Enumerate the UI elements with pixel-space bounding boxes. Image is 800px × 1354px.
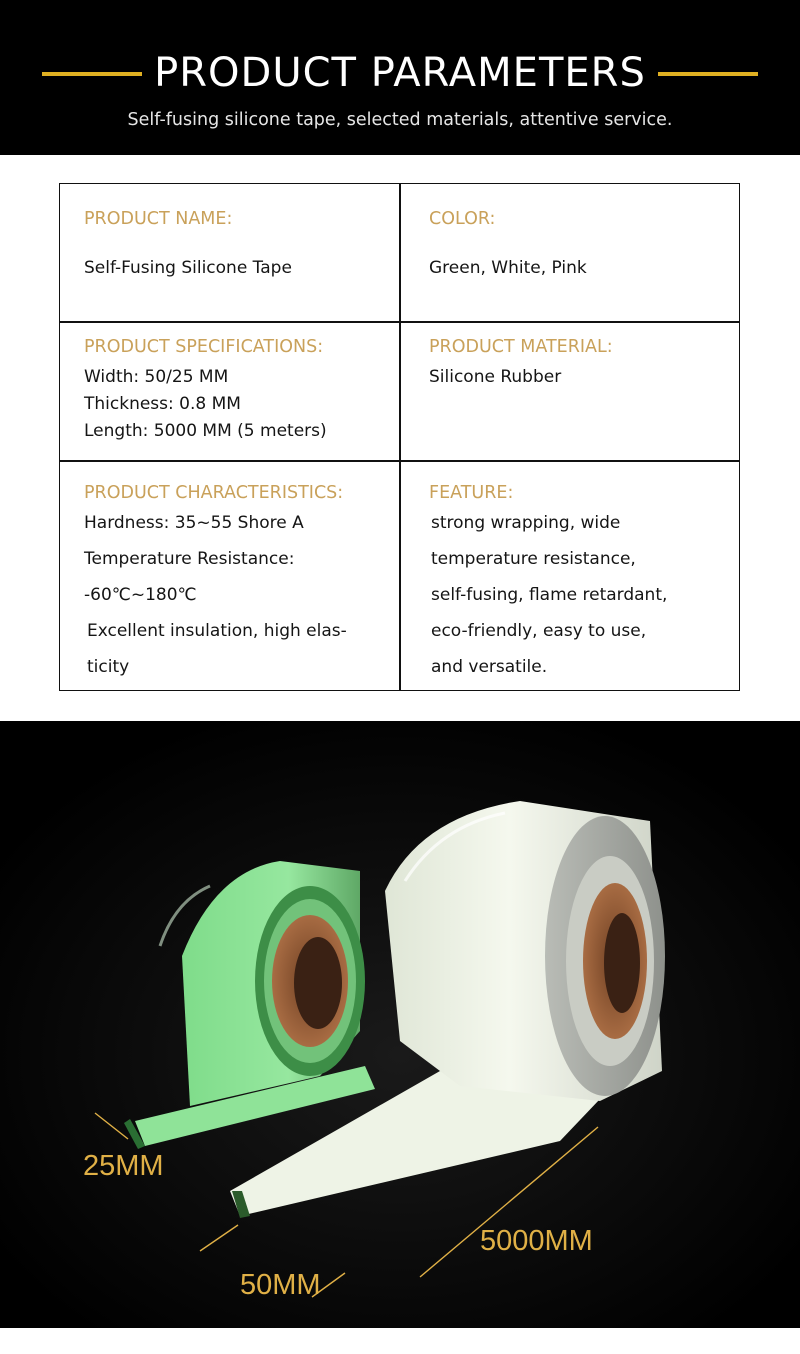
header-banner [0,0,800,155]
table-divider-vertical [399,184,401,690]
cell-color [429,208,587,280]
characteristic-line: Temperature Resistance: [84,549,295,569]
table-divider-row-1 [60,321,739,323]
table-divider-row-2 [60,460,739,462]
feature-line: eco-friendly, easy to use, [431,621,647,641]
characteristic-line: ticity [87,657,130,677]
title-rule-right [658,72,758,76]
characteristic-line: Hardness: 35~55 Shore A [84,513,304,533]
dimension-25mm: 25MM [83,1150,164,1182]
feature-label: FEATURE: [429,483,514,503]
characteristics-label: PRODUCT CHARACTERISTICS: [84,483,344,503]
cell-specifications [84,336,327,445]
spec-length: Length: 5000 MM (5 meters) [84,421,327,441]
material-value: Silicone Rubber [429,367,562,387]
tape-rolls-illustration [0,721,800,1328]
cell-product-name [84,208,292,280]
cell-material [429,336,613,391]
color-label: COLOR: [429,209,496,229]
feature-line: strong wrapping, wide [431,513,621,533]
feature-line: and versatile. [431,657,548,677]
product-name-label: PRODUCT NAME: [84,209,233,229]
parameters-table [59,183,740,691]
characteristic-line: Excellent insulation, high elas- [87,621,347,641]
characteristic-line: -60℃~180℃ [84,585,197,605]
feature-line: temperature resistance, [431,549,636,569]
specifications-label: PRODUCT SPECIFICATIONS: [84,337,324,357]
product-photo [0,721,800,1328]
page-title: PRODUCT PARAMETERS [154,50,646,96]
cell-feature [429,482,667,685]
page-subtitle: Self-fusing silicone tape, selected materials, attentive service. [127,110,673,130]
product-name-value: Self-Fusing Silicone Tape [84,258,292,278]
cell-characteristics [84,482,347,685]
spec-width: Width: 50/25 MM [84,367,229,387]
dimension-50mm: 50MM [240,1269,321,1301]
feature-line: self-fusing, flame retardant, [431,585,668,605]
spec-thickness: Thickness: 0.8 MM [84,394,241,414]
material-label: PRODUCT MATERIAL: [429,337,613,357]
color-value: Green, White, Pink [429,258,587,278]
dimension-5000mm: 5000MM [480,1225,593,1257]
